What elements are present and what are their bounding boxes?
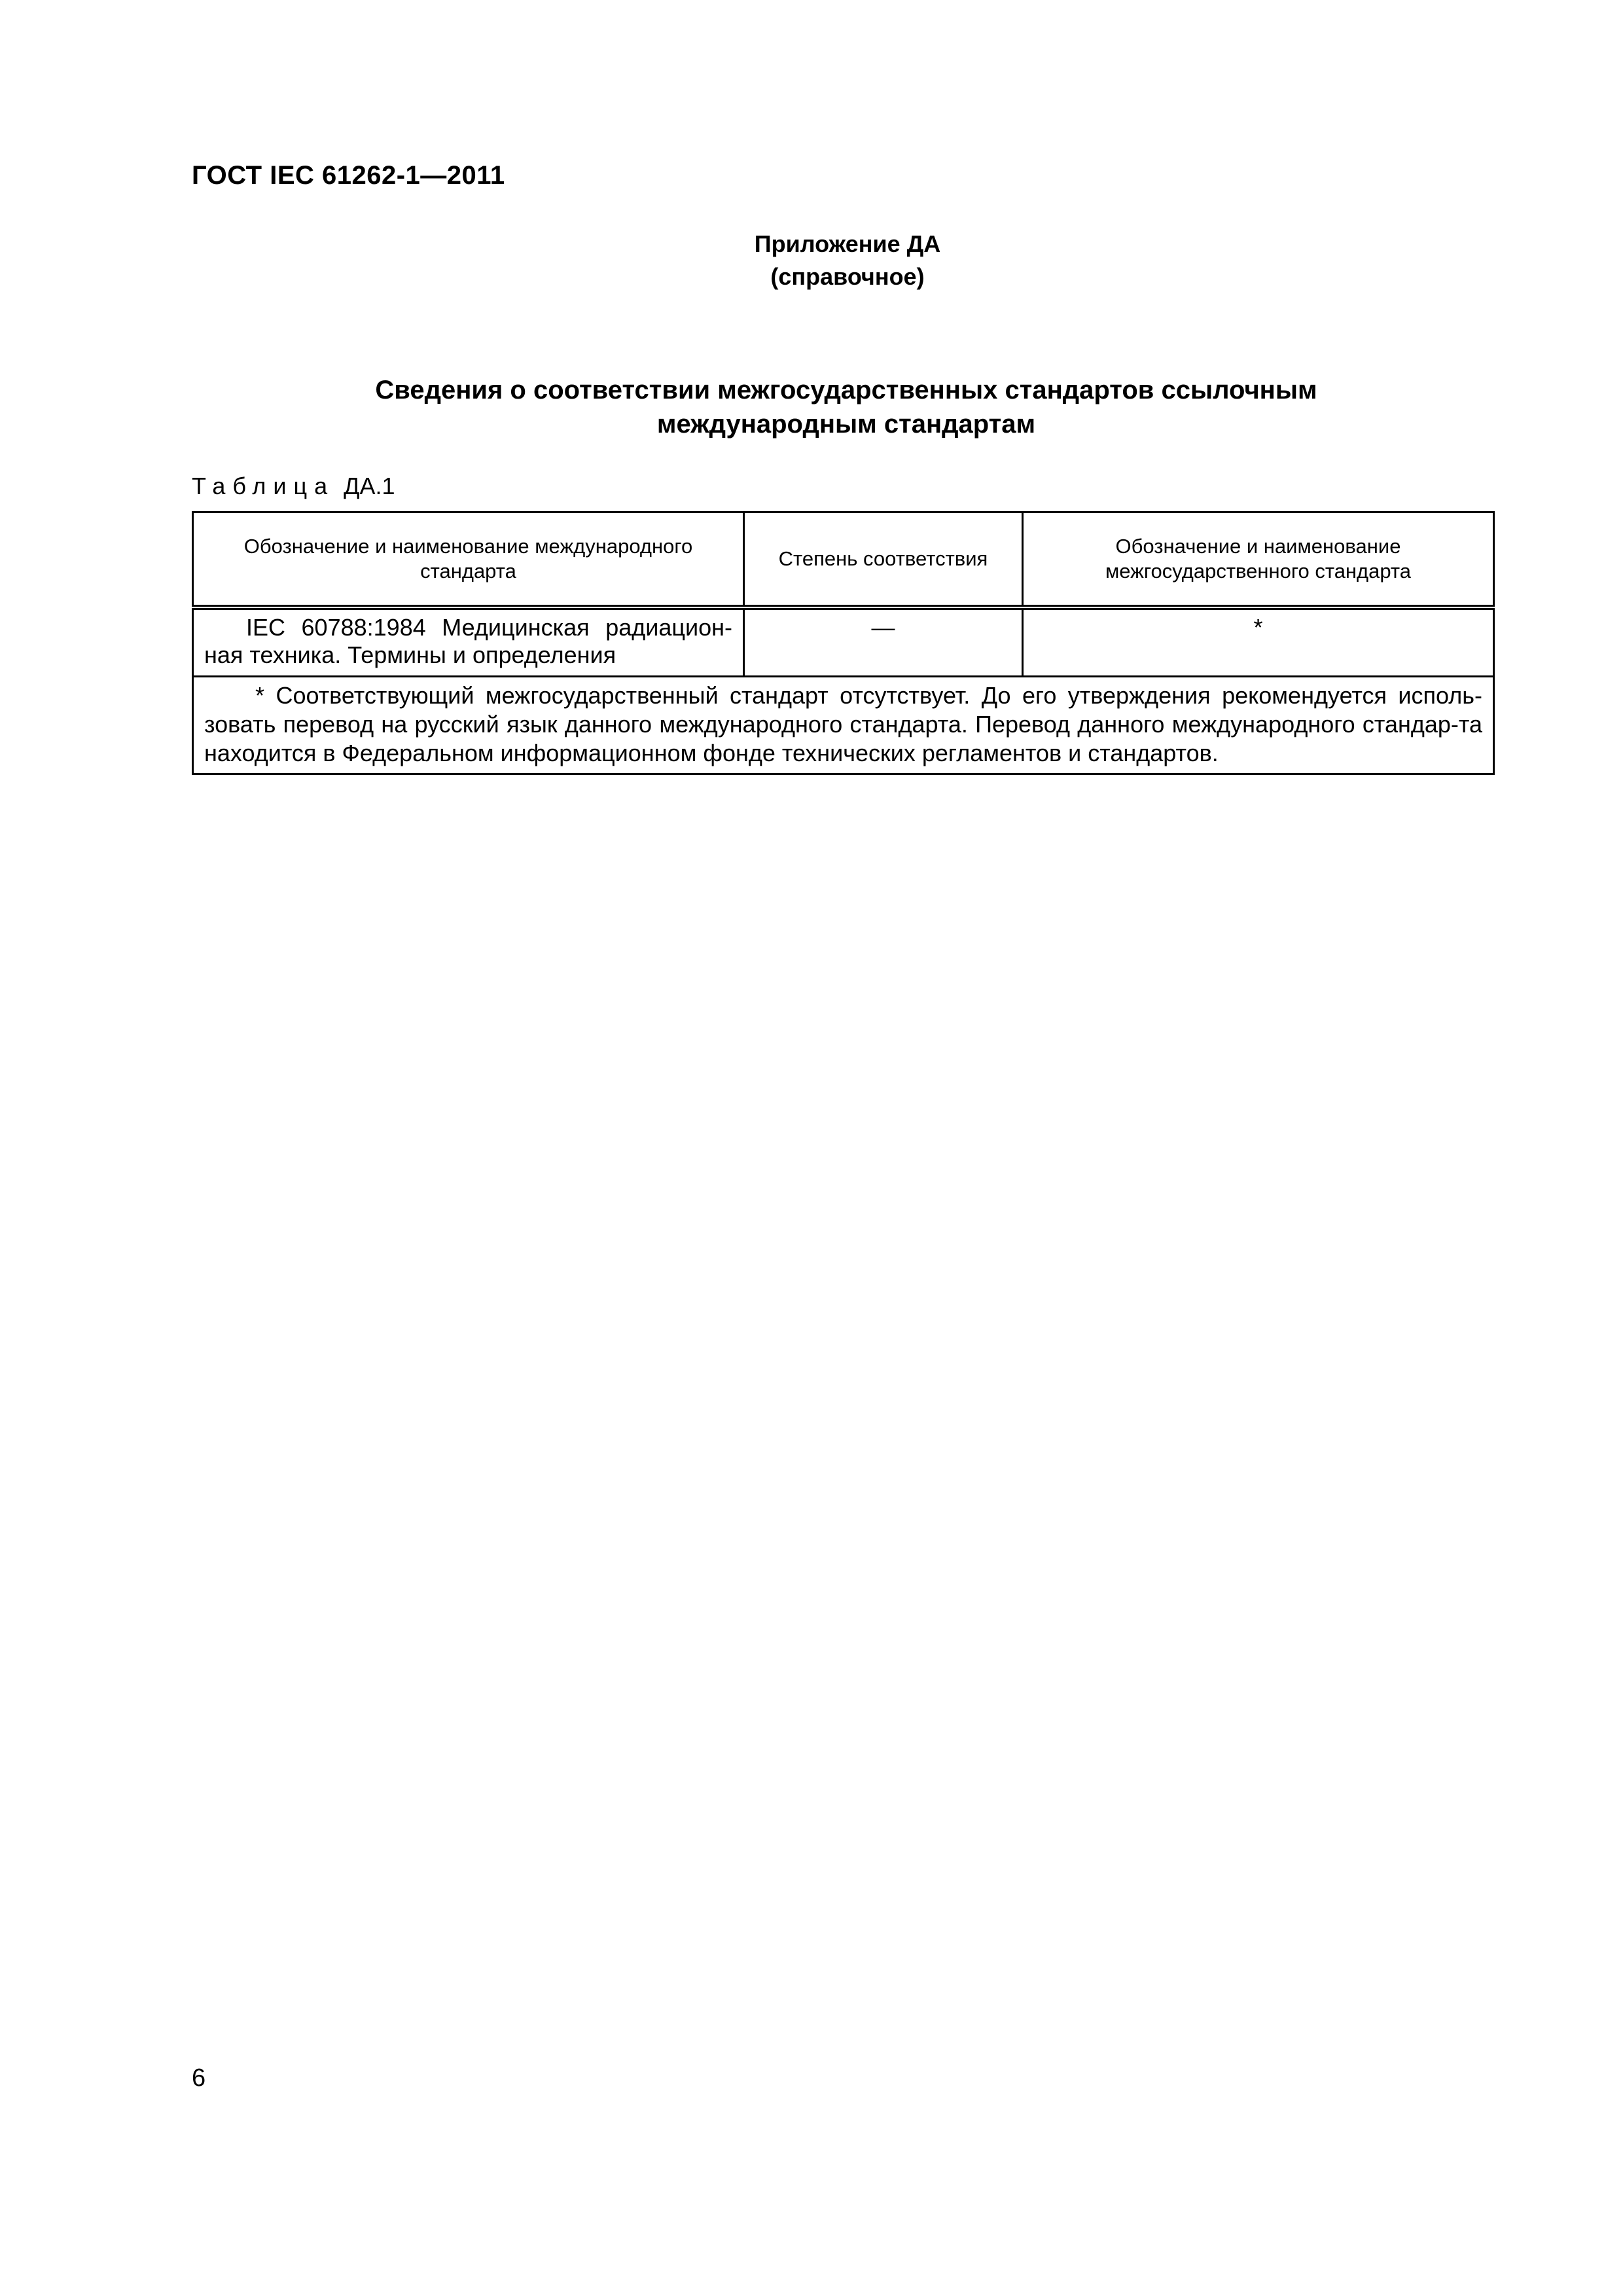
section-title-line-2: международным стандартам xyxy=(656,410,1036,439)
appendix-title: Приложение ДА xyxy=(754,230,941,257)
table-footnote xyxy=(193,677,1494,774)
section-title xyxy=(192,373,1501,441)
header-degree-of-conformity: Степень соответствия xyxy=(744,512,1023,608)
header-international-standard: Обозначение и наименование международного стандарта xyxy=(193,512,744,608)
header-interstate-standard: Обозначение и наименование межгосударственного стандарта xyxy=(1023,512,1494,608)
standards-table xyxy=(192,511,1495,775)
table-header-row xyxy=(193,512,1494,608)
table-footnote-row xyxy=(193,677,1494,774)
document-header: ГОСТ IEC 61262-1—2011 xyxy=(192,161,505,190)
section-title-line-1: Сведения о соответствии межгосударственных стандартов ссылочным xyxy=(375,376,1317,404)
page-number: 6 xyxy=(192,2064,206,2092)
cell-international-standard xyxy=(193,607,744,677)
cell-international-text: IEC 60788:1984 Медицинская радиацион-ная техника. Термины и определения xyxy=(204,614,732,668)
table-footnote-text: * Соответствующий межгосударственный стандарт отсутствует. До его утверждения рекомендуется исполь-зовать перевод на русский язык данного международного стандарта. Перевод данного международного стандар-та находится в Федеральном информационном фонде технических регламентов и стандартов. xyxy=(204,682,1482,766)
table-caption-word: Таблица xyxy=(192,473,335,499)
appendix-kind: (справочное) xyxy=(770,263,925,290)
table-caption xyxy=(192,473,395,500)
table-caption-id: ДА.1 xyxy=(344,473,395,499)
table-row xyxy=(193,607,1494,677)
cell-degree-of-conformity: — xyxy=(744,607,1023,677)
cell-interstate-standard: * xyxy=(1023,607,1494,677)
